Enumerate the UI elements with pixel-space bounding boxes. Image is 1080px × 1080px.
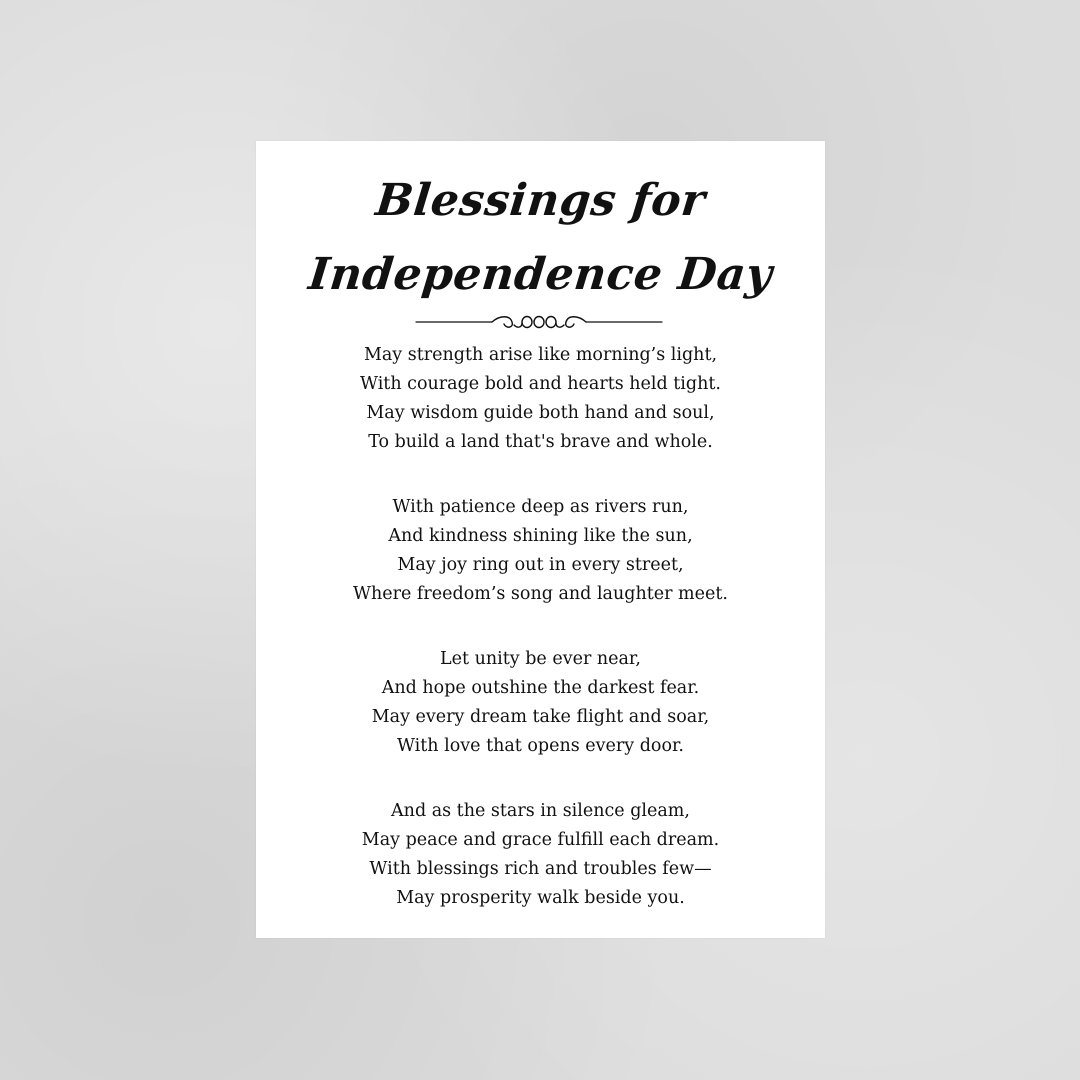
poem-line: And kindness shining like the sun, <box>388 526 693 546</box>
title-line-2: Independence Day <box>306 249 775 300</box>
stanza <box>256 797 825 913</box>
poem-line: With patience deep as rivers run, <box>392 497 689 517</box>
poem-line: May strength arise like morning’s light, <box>363 345 718 365</box>
poem-line: And as the stars in silence gleam, <box>391 801 690 821</box>
stanza <box>256 493 825 609</box>
poem-line: With love that opens every door. <box>396 736 684 756</box>
poem-line: And hope outshine the darkest fear. <box>381 678 700 698</box>
poem-line: With blessings rich and troubles few— <box>369 859 712 879</box>
title-line-1: Blessings for <box>373 175 708 226</box>
poem-card <box>256 141 825 938</box>
poem-line: May prosperity walk beside you. <box>396 888 685 908</box>
poem-line: May joy ring out in every street, <box>397 555 684 575</box>
stanza <box>256 341 825 457</box>
poem-line: May wisdom guide both hand and soul, <box>366 403 715 423</box>
poem-line: With courage bold and hearts held tight. <box>360 374 721 394</box>
poem-line: Let unity be ever near, <box>440 649 641 669</box>
flourish-divider-icon <box>414 311 664 333</box>
poem-line: May every dream take flight and soar, <box>371 707 710 727</box>
stanza <box>256 645 825 761</box>
poem-line: Where freedom’s song and laughter meet. <box>353 584 728 604</box>
poem-line: To build a land that's brave and whole. <box>368 432 713 452</box>
poem-body <box>256 341 825 949</box>
poem-line: May peace and grace fulfill each dream. <box>361 830 720 850</box>
